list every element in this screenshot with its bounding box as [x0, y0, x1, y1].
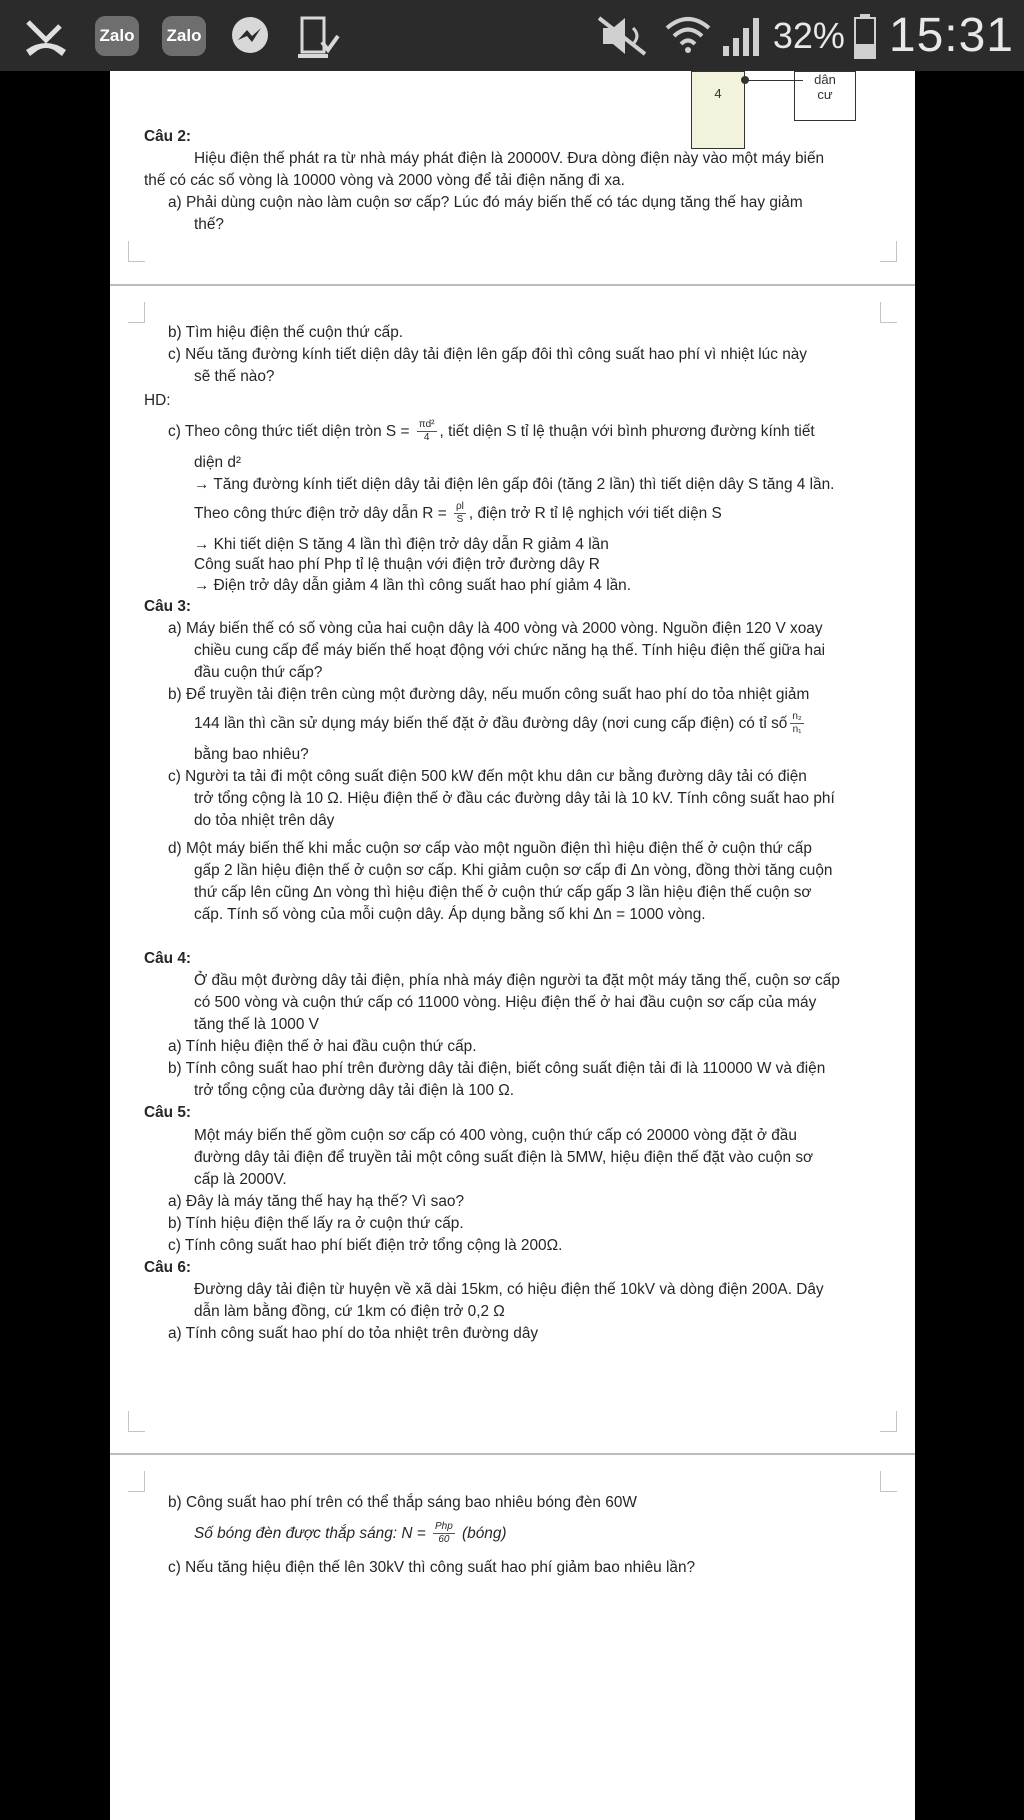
fraction	[790, 711, 803, 736]
fraction-denominator: 60	[438, 1534, 450, 1546]
text-line: b) Tính công suất hao phí trên đường dây tải điện, biết công suất điện tải đi là 110000 W và điện	[168, 1060, 826, 1077]
text-line: sẽ thế nào?	[194, 368, 275, 385]
fraction-numerator: n₂	[792, 711, 802, 723]
status-bar	[0, 0, 1024, 71]
formula-line	[194, 1519, 507, 1549]
text-line: Ở đầu một đường dây tải điện, phía nhà máy điện người ta đặt một máy tăng thế, cuộn sơ cấp	[194, 972, 840, 989]
text-span: Theo công thức điện trở dây dẫn R =	[194, 505, 451, 522]
text-span: Số bóng đèn được thắp sáng: N =	[194, 1525, 430, 1542]
diagram-box-left	[691, 71, 745, 149]
text-line: → Tăng đường kính tiết diện dây tải điện lên gấp đôi (tăng 2 lần) thì tiết diện dây S tăng 4 lần.	[194, 476, 835, 493]
text-line: gấp 2 lần hiệu điện thế ở cuộn sơ cấp. Khi giảm cuộn sơ cấp đi Δn vòng, đồng thời tăng cuộn	[194, 862, 833, 879]
messenger-icon	[228, 14, 272, 63]
diagram-box-right	[794, 71, 856, 121]
diagram-box-left-label: 4	[714, 86, 722, 101]
text-line: Công suất hao phí Php tỉ lệ thuận với điện trở đường dây R	[194, 556, 600, 573]
text-span: , điện trở R tỉ lệ nghịch với tiết diện S	[468, 505, 722, 522]
text-line: d) Một máy biến thế khi mắc cuộn sơ cấp vào một nguồn điện thì hiệu điện thế ở cuộn thứ cấp	[168, 840, 812, 857]
text-line: cấp là 2000V.	[194, 1171, 287, 1188]
text-line: trở tổng cộng là 10 Ω. Hiệu điện thế ở đầu các đường dây tải là 10 kV. Tính công suất hao phí	[194, 790, 835, 807]
text-line: thứ cấp lên cũng Δn vòng thì hiệu điện thế ở cuộn thứ cấp gấp 3 lần hiệu điện thế cuộn sơ	[194, 884, 812, 901]
text-line: Một máy biến thế gồm cuộn sơ cấp có 400 vòng, cuộn thứ cấp có 20000 vòng đặt ở đầu	[194, 1127, 797, 1144]
page-break	[110, 284, 915, 286]
signal-icon	[721, 12, 765, 60]
page-margin-mark	[880, 1411, 897, 1432]
text-line: b) Tìm hiệu điện thế cuộn thứ cấp.	[168, 324, 404, 341]
text-line: b) Công suất hao phí trên có thể thắp sáng bao nhiêu bóng đèn 60W	[168, 1494, 637, 1511]
fraction	[417, 419, 437, 444]
question-heading: Câu 4:	[144, 950, 192, 967]
page-break	[110, 1453, 915, 1455]
diagram-box-right-label: dân	[814, 72, 836, 87]
text-line: → Điện trở dây dẫn giảm 4 lần thì công suất hao phí giảm 4 lần.	[194, 577, 632, 594]
text-line: do tỏa nhiệt trên dây	[194, 812, 335, 829]
text-line: có 500 vòng và cuộn thứ cấp có 11000 vòng. Hiệu điện thế ở hai đầu cuộn sơ cấp của máy	[194, 994, 817, 1011]
page-margin-mark	[128, 1471, 145, 1492]
document-content	[110, 71, 915, 1820]
fraction	[454, 501, 466, 526]
text-line: diện d²	[194, 454, 242, 471]
fraction-denominator: n₁	[792, 724, 802, 736]
fraction-numerator: ρl	[455, 501, 464, 513]
status-indicators	[595, 0, 1014, 71]
formula-line	[194, 499, 722, 529]
battery-percent: 32%	[772, 14, 845, 56]
text-line: đầu cuộn thứ cấp?	[194, 664, 323, 681]
question-heading: Câu 6:	[144, 1259, 192, 1276]
text-line: cấp. Tính số vòng của mỗi cuộn dây. Áp dụng bằng số khi Δn = 1000 vòng.	[194, 906, 706, 923]
mute-icon	[595, 14, 655, 58]
question-heading: Câu 3:	[144, 598, 192, 615]
download-icon	[296, 12, 340, 65]
page-margin-mark	[128, 241, 145, 262]
text-line: c) Nếu tăng hiệu điện thế lên 30kV thì công suất hao phí giảm bao nhiêu lần?	[168, 1559, 696, 1576]
question-heading: Câu 5:	[144, 1104, 192, 1121]
diagram-node	[741, 76, 749, 84]
text-span: c) Theo công thức tiết diện tròn S =	[168, 423, 414, 440]
text-span: 144 lần thì cần sử dụng máy biến thế đặt ở đầu đường dây (nơi cung cấp điện) có tỉ số	[194, 715, 788, 732]
text-line: a) Máy biến thế có số vòng của hai cuộn dây là 400 vòng và 2000 vòng. Nguồn điện 120 V xoay	[168, 620, 823, 637]
text-span: (bóng)	[457, 1525, 507, 1542]
text-line: tăng thế là 1000 V	[194, 1016, 319, 1033]
fraction-numerator: πd²	[418, 419, 435, 431]
text-line: b) Tính hiệu điện thế lấy ra ở cuộn thứ cấp.	[168, 1215, 464, 1232]
page-margin-mark	[128, 1411, 145, 1432]
fraction	[433, 1521, 455, 1546]
text-line: thế có các số vòng là 10000 vòng và 2000 vòng để tải điện năng đi xa.	[144, 172, 625, 189]
zalo-icon: Zalo	[162, 16, 206, 56]
missed-call-icon	[22, 14, 70, 63]
text-line: a) Phải dùng cuộn nào làm cuộn sơ cấp? Lúc đó máy biến thế có tác dụng tăng thế hay giảm	[168, 194, 803, 211]
text-line: bằng bao nhiêu?	[194, 746, 309, 763]
text-line: Đường dây tải điện từ huyện về xã dài 15km, có hiệu điện thế 10kV và dòng điện 200A. Dây	[194, 1281, 824, 1298]
text-line: thế?	[194, 216, 224, 233]
text-line: a) Tính công suất hao phí do tỏa nhiệt trên đường dây	[168, 1325, 539, 1342]
page-margin-mark	[880, 1471, 897, 1492]
diagram-box-right-label: cư	[817, 87, 833, 102]
text-line: c) Nếu tăng đường kính tiết diện dây tải điện lên gấp đôi thì công suất hao phí vì nhiệt lúc này	[168, 346, 808, 363]
text-line: c) Tính công suất hao phí biết điện trở tổng cộng là 200Ω.	[168, 1237, 563, 1254]
text-line: c) Người ta tải đi một công suất điện 500 kW đến một khu dân cư bằng đường dây tải có điện	[168, 768, 807, 785]
page-margin-mark	[880, 302, 897, 323]
question-heading: Câu 2:	[144, 128, 192, 145]
hd-heading: HD:	[144, 392, 171, 409]
text-line: dẫn làm bằng đồng, cứ 1km có điện trở 0,2 Ω	[194, 1303, 505, 1320]
text-line: → Khi tiết diện S tăng 4 lần thì điện trở dây dẫn R giảm 4 lần	[194, 536, 609, 553]
page-margin-mark	[880, 241, 897, 262]
text-line: chiều cung cấp để máy biến thế hoạt động với chức năng hạ thế. Tính hiệu điện thế giữa hai	[194, 642, 826, 659]
zalo-icon: Zalo	[95, 16, 139, 56]
fraction-denominator: S	[456, 514, 464, 526]
text-line: a) Tính hiệu điện thế ở hai đầu cuộn thứ cấp.	[168, 1038, 477, 1055]
clock: 15:31	[888, 9, 1014, 62]
text-line: Hiệu điện thế phát ra từ nhà máy phát điện là 20000V. Đưa dòng điện này vào một máy biến	[194, 150, 825, 167]
text-span: , tiết diện S tỉ lệ thuận với bình phương đường kính tiết	[439, 423, 815, 440]
text-line: trở tổng cộng của đường dây tải điện là 100 Ω.	[194, 1082, 515, 1099]
text-line: b) Để truyền tải điện trên cùng một đường dây, nếu muốn công suất hao phí do tỏa nhiệt giảm	[168, 686, 810, 703]
fraction-denominator: 4	[423, 432, 430, 444]
fraction-numerator: Php	[434, 1521, 453, 1533]
formula-line	[168, 417, 815, 447]
text-line: a) Đây là máy tăng thế hay hạ thế? Vì sao?	[168, 1193, 465, 1210]
text-line: đường dây tải điện để truyền tải một công suất điện là 5MW, hiệu điện thế đặt vào cuộn sơ	[194, 1149, 814, 1166]
battery-icon	[853, 12, 877, 60]
wifi-icon	[663, 12, 713, 60]
formula-line	[194, 709, 807, 739]
page-margin-mark	[128, 302, 145, 323]
document-page[interactable]	[110, 71, 915, 1820]
